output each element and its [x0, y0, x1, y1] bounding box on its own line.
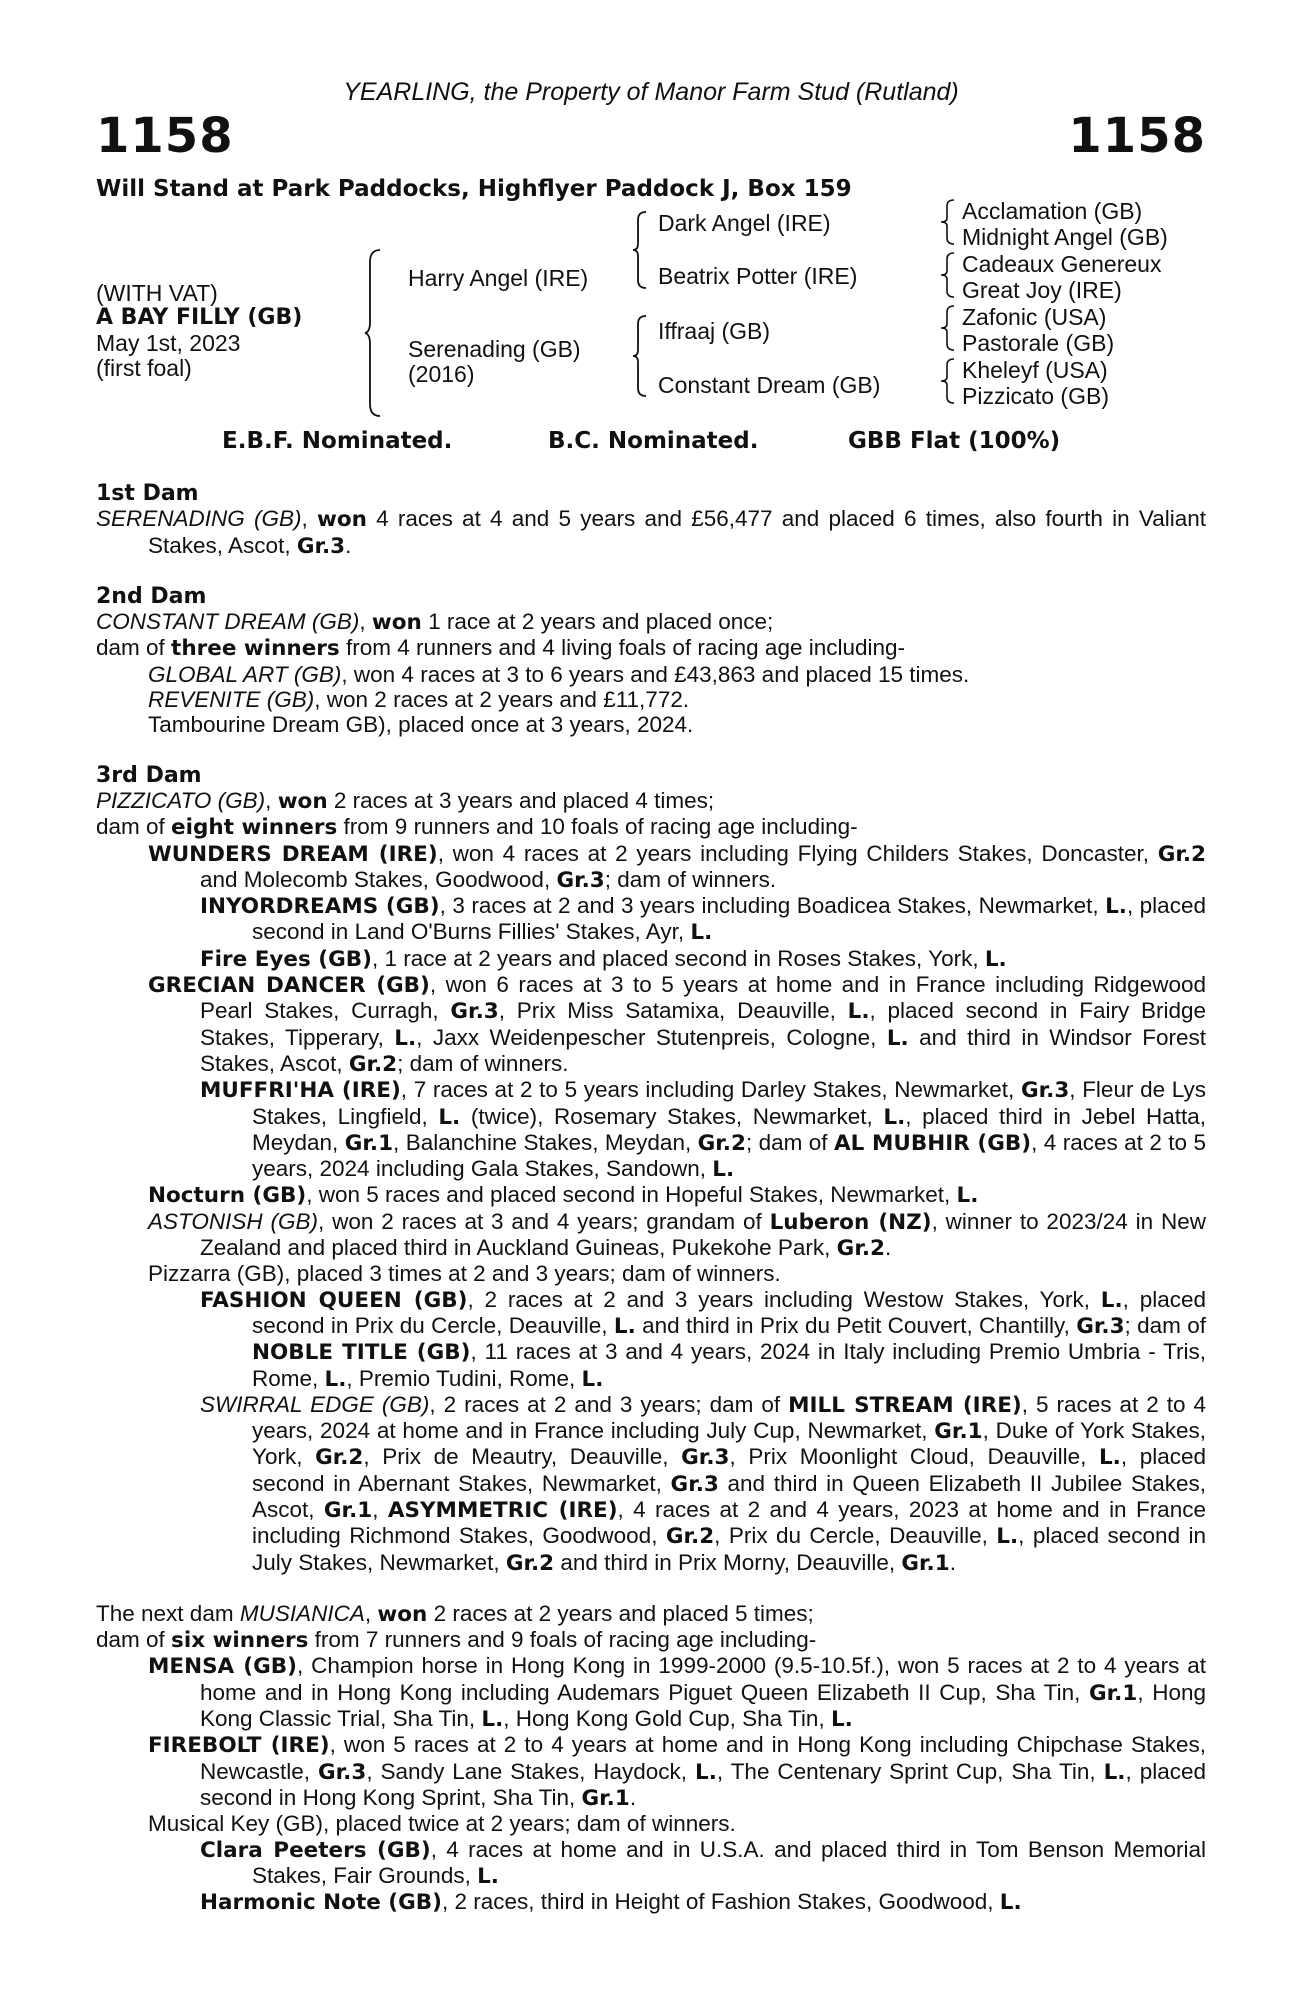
gbb-flat: GBB Flat (100%)	[848, 428, 1061, 454]
horse-name: A BAY FILLY (GB)	[96, 305, 303, 330]
produce-fire-eyes: Fire Eyes (GB), 1 race at 2 years and placed second in Roses Stakes, York, L.	[200, 945, 1007, 972]
pedigree-g3-6: Pastorale (GB)	[962, 330, 1115, 356]
pedigree-brace-g3-2	[940, 251, 958, 299]
produce-wunders-dream: WUNDERS DREAM (IRE), won 4 races at 2 years including Flying Childers Stakes, Doncaster, Gr.2 and Molecomb Stakes, Goodwood, Gr.3; dam of winners.	[148, 840, 1207, 893]
pedigree-sire-sire: Dark Angel (IRE)	[658, 210, 831, 236]
pedigree-brace-g3-1	[940, 198, 958, 246]
produce-global-art: GLOBAL ART (GB), won 4 races at 3 to 6 years and £43,863 and placed 15 times.	[148, 661, 970, 687]
third-dam-record: PIZZICATO (GB), won 2 races at 3 years and placed 4 times;	[96, 787, 715, 814]
lot-number-right: 1158	[1068, 108, 1206, 164]
produce-grecian-dancer: GRECIAN DANCER (GB), won 6 races at 3 to 5 years at home and in France including Ridgewood Pearl Stakes, Curragh, Gr.3, Prix Miss Satamixa, Deauville, L., placed second in Fairy Bridge Stakes, Tipperary, L., Jaxx Weidenpescher Stutenpreis, Cologne, L. and third in Windsor Forest Stakes, Ascot, Gr.2; dam of winners.	[148, 972, 1207, 1077]
pedigree-brace-dam	[632, 314, 650, 398]
pedigree-g3-5: Zafonic (USA)	[962, 304, 1107, 330]
pedigree-g3-8: Pizzicato (GB)	[962, 383, 1109, 409]
produce-pizzarra: Pizzarra (GB), placed 3 times at 2 and 3 years; dam of winners.	[148, 1261, 781, 1287]
bc-nomination: B.C. Nominated.	[548, 428, 759, 454]
ebf-nomination: E.B.F. Nominated.	[222, 428, 453, 454]
pedigree-g3-3: Cadeaux Genereux	[962, 251, 1162, 277]
pedigree-brace-g3-3	[940, 304, 958, 352]
section-2nd-dam: 2nd Dam	[96, 583, 207, 609]
next-dam-produce-summary: dam of six winners from 7 runners and 9 foals of racing age including-	[96, 1627, 817, 1654]
pedigree-dam-sire: Iffraaj (GB)	[658, 318, 771, 344]
section-3rd-dam: 3rd Dam	[96, 762, 202, 788]
page-subtitle: YEARLING, the Property of Manor Farm Stud (Rutland)	[343, 78, 959, 106]
pedigree-g3-7: Kheleyf (USA)	[962, 357, 1108, 383]
pedigree-dam: Serenading (GB)	[408, 336, 581, 362]
produce-muffriha: MUFFRI'HA (IRE), 7 races at 2 to 5 years including Darley Stakes, Newmarket, Gr.3, Fleur de Lys Stakes, Lingfield, L. (twice), Rosemary Stakes, Newmarket, L., placed third in Jebel Hatta, Meydan, Gr.1, Balanchine Stakes, Meydan, Gr.2; dam of AL MUBHIR (GB), 4 races at 2 to 5 years, 2024 including Gala Stakes, Sandown, L.	[200, 1077, 1206, 1183]
produce-musical-key: Musical Key (GB), placed twice at 2 years; dam of winners.	[148, 1811, 736, 1837]
produce-mensa: MENSA (GB), Champion horse in Hong Kong in 1999-2000 (9.5-10.5f.), won 5 races at 2 to 4 years at home and in Hong Kong including Audemars Piguet Queen Elizabeth II Cup, Sha Tin, Gr.1, Hong Kong Classic Trial, Sha Tin, L., Hong Kong Gold Cup, Sha Tin, L.	[148, 1653, 1206, 1733]
second-dam-produce-summary: dam of three winners from 4 runners and 4 living foals of racing age including-	[96, 635, 906, 662]
pedigree-sire: Harry Angel (IRE)	[408, 265, 589, 291]
section-1st-dam: 1st Dam	[96, 481, 199, 506]
foaling-date: May 1st, 2023	[96, 330, 241, 356]
pedigree-sire-dam: Beatrix Potter (IRE)	[658, 263, 858, 289]
pedigree-g3-1: Acclamation (GB)	[962, 198, 1143, 224]
produce-astonish: ASTONISH (GB), won 2 races at 3 and 4 years; grandam of Luberon (NZ), winner to 2023/24 in New Zealand and placed third in Auckland Guineas, Pukekohe Park, Gr.2.	[148, 1208, 1206, 1262]
produce-revenite: REVENITE (GB), won 2 races at 2 years and £11,772.	[148, 687, 690, 713]
pedigree-g3-4: Great Joy (IRE)	[962, 277, 1122, 303]
foal-note: (first foal)	[96, 355, 192, 381]
next-dam-record: The next dam MUSIANICA, won 2 races at 2 years and placed 5 times;	[96, 1600, 814, 1627]
pedigree-dam-year: (2016)	[408, 361, 475, 387]
dam-records	[96, 481, 1206, 1915]
lot-number-left: 1158	[96, 108, 234, 164]
second-dam-record: CONSTANT DREAM (GB), won 1 race at 2 years and placed once;	[96, 609, 774, 636]
third-dam-produce-summary: dam of eight winners from 9 runners and 10 foals of racing age including-	[96, 814, 858, 841]
produce-inyordreams: INYORDREAMS (GB), 3 races at 2 and 3 years including Boadicea Stakes, Newmarket, L., placed second in Land O'Burns Fillies' Stakes, Ayr, L.	[200, 893, 1206, 946]
produce-swirral-edge: SWIRRAL EDGE (GB), 2 races at 2 and 3 years; dam of MILL STREAM (IRE), 5 races at 2 to 4 years, 2024 at home and in France including July Cup, Newmarket, Gr.1, Duke of York Stakes, York, Gr.2, Prix de Meautry, Deauville, Gr.3, Prix Moonlight Cloud, Deauville, L., placed second in Abernant Stakes, Newmarket, Gr.3 and third in Queen Elizabeth II Jubilee Stakes, Ascot, Gr.1, ASYMMETRIC (IRE), 4 races at 2 and 4 years, 2023 at home and in France including Richmond Stakes, Goodwood, Gr.2, Prix du Cercle, Deauville, L., placed second in July Stakes, Newmarket, Gr.2 and third in Prix Morny, Deauville, Gr.1.	[200, 1391, 1207, 1576]
pedigree-g3-2: Midnight Angel (GB)	[962, 224, 1168, 250]
produce-firebolt: FIREBOLT (IRE), won 5 races at 2 to 4 years at home and in Hong Kong including Chipchase Stakes, Newcastle, Gr.3, Sandy Lane Stakes, Haydock, L., The Centenary Sprint Cup, Sha Tin, L., placed second in Hong Kong Sprint, Sha Tin, Gr.1.	[148, 1732, 1207, 1811]
produce-clara-peeters: Clara Peeters (GB), 4 races at home and in U.S.A. and placed third in Tom Benson Memorial Stakes, Fair Grounds, L.	[200, 1836, 1206, 1889]
produce-tambourine-dream: Tambourine Dream GB), placed once at 3 years, 2024.	[148, 712, 694, 738]
pedigree-brace-g3-4	[940, 357, 958, 405]
pedigree-brace-sire	[632, 210, 650, 290]
produce-harmonic-note: Harmonic Note (GB), 2 races, third in Height of Fashion Stakes, Goodwood, L.	[200, 1889, 1022, 1916]
pedigree-dam-dam: Constant Dream (GB)	[658, 372, 881, 398]
stand-location: Will Stand at Park Paddocks, Highflyer Paddock J, Box 159	[96, 176, 852, 202]
vat-note: (WITH VAT)	[96, 280, 218, 306]
produce-fashion-queen: FASHION QUEEN (GB), 2 races at 2 and 3 years including Westow Stakes, York, L., placed second in Prix du Cercle, Deauville, L. and third in Prix du Petit Couvert, Chantilly, Gr.3; dam of NOBLE TITLE (GB), 11 races at 3 and 4 years, 2024 in Italy including Premio Umbria - Tris, Rome, L., Premio Tudini, Rome, L.	[200, 1286, 1206, 1392]
pedigree-brace-main	[364, 248, 384, 418]
first-dam-record: SERENADING (GB), won 4 races at 4 and 5 years and £56,477 and placed 6 times, also fourth in Valiant Stakes, Ascot, Gr.3.	[96, 506, 1206, 559]
produce-nocturn: Nocturn (GB), won 5 races and placed second in Hopeful Stakes, Newmarket, L.	[148, 1182, 979, 1209]
